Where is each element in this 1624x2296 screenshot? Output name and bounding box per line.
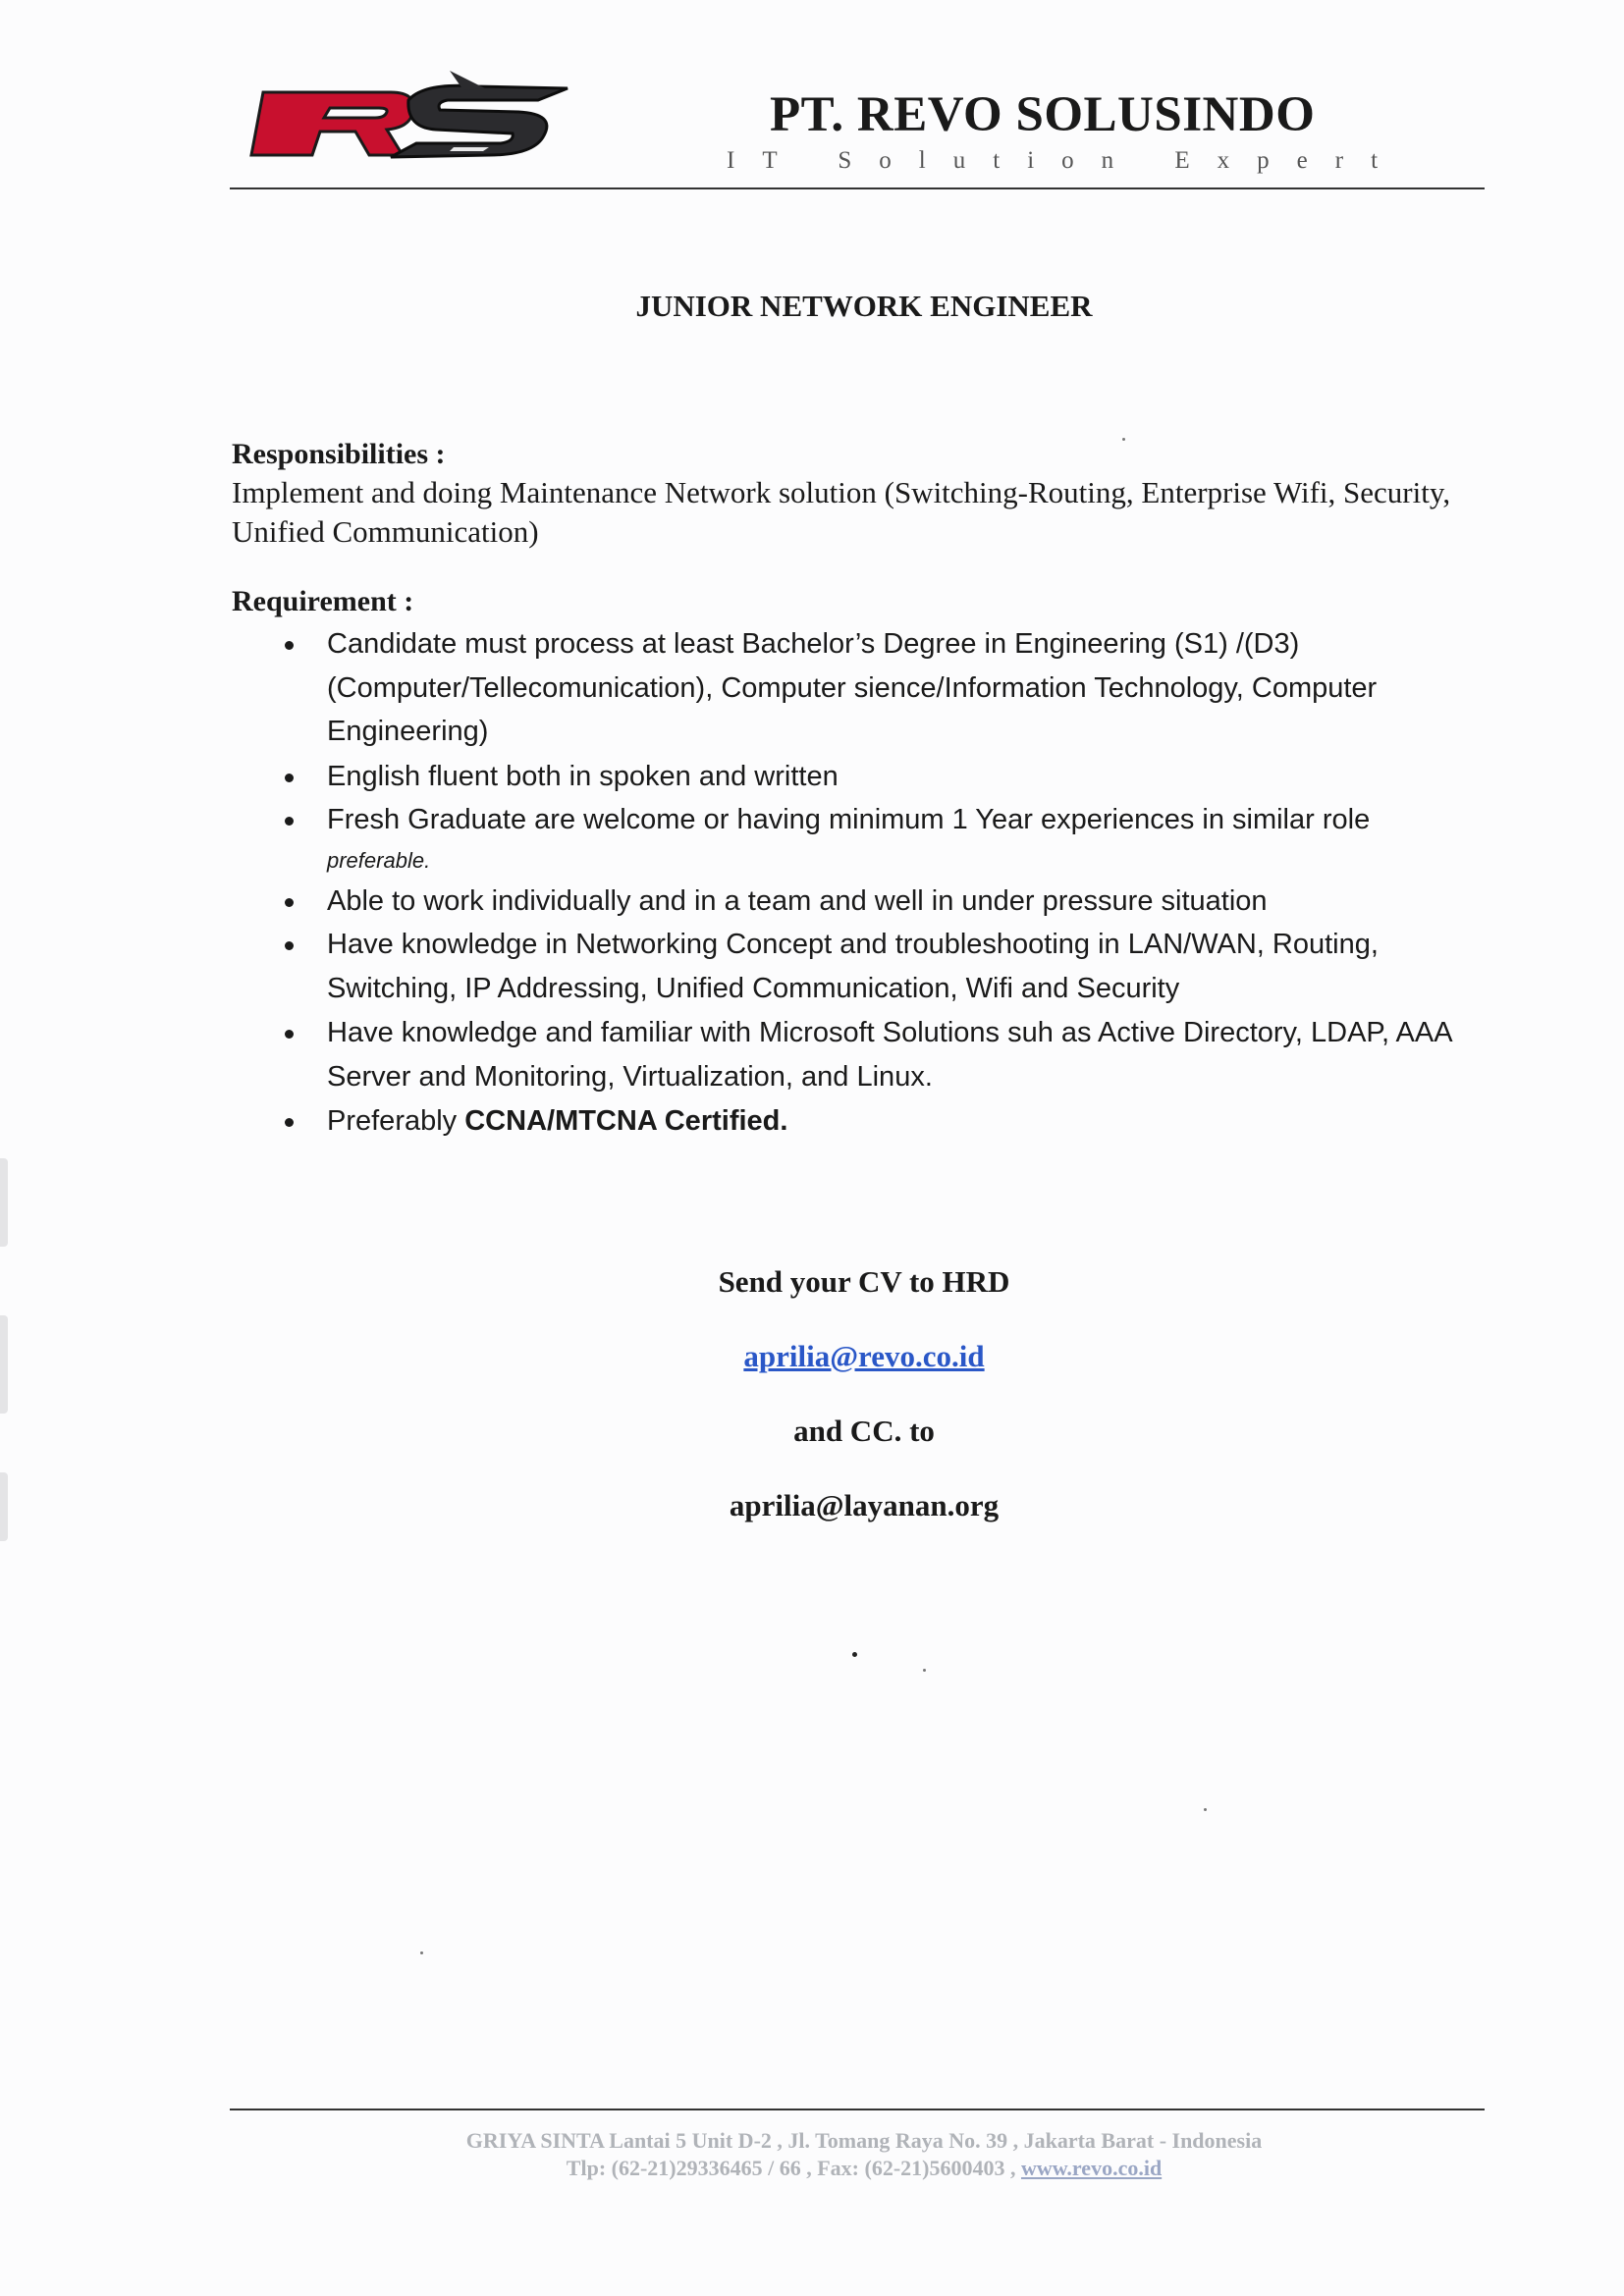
scan-edge-shadow [0, 1315, 8, 1414]
job-title: JUNIOR NETWORK ENGINEER [635, 289, 1093, 323]
list-item [279, 755, 1487, 799]
scan-speck [923, 1669, 926, 1672]
footer-address: GRIYA SINTA Lantai 5 Unit D-2 , Jl. Tomang Raya No. 39 , Jakarta Barat - Indonesia [465, 2128, 1263, 2153]
list-item [279, 798, 1487, 880]
list-item-text: Candidate must process at least Bachelor’s Degree in Engineering (S1) /(D3) (Computer/Tellecomunication), Computer sience/Information Technology, Computer Engineering) [327, 628, 1378, 747]
list-item-text: Have knowledge and familiar with Microsoft Solutions suh as Active Directory, LDAP, AAA Server and Monitoring, Virtualization, and Linux. [327, 1017, 1451, 1093]
list-item-text: Have knowledge in Networking Concept and troubleshooting in LAN/WAN, Routing, Switching, IP Addressing, Unified Communication, Wifi and Security [327, 929, 1379, 1004]
list-item-text: Fresh Graduate are welcome or having minimum 1 Year experiences in similar role [327, 804, 1371, 835]
certification-text: CCNA/MTCNA Certified. [464, 1105, 788, 1137]
list-item-note: preferable. [327, 847, 431, 873]
scan-speck [1122, 438, 1125, 441]
send-cv-label: Send your CV to HRD [718, 1264, 1010, 1299]
footer-divider [230, 2109, 1485, 2110]
requirement-heading: Requirement : [232, 585, 414, 617]
list-item-text: Able to work individually and in a team and well in under pressure situation [327, 884, 1268, 917]
list-item [279, 923, 1487, 1010]
scan-speck [420, 1951, 423, 1954]
list-item [279, 1011, 1487, 1098]
responsibilities-text: Implement and doing Maintenance Network solution (Switching-Routing, Enterprise Wifi, Security, Unified Communication) [232, 475, 1451, 549]
cc-email: aprilia@layanan.org [729, 1488, 1000, 1522]
list-item [279, 1099, 1487, 1144]
primary-email-link[interactable]: aprilia@revo.co.id [743, 1339, 985, 1373]
bullet-icon [285, 941, 294, 950]
cc-label: and CC. to [793, 1414, 935, 1448]
scan-edge-shadow [0, 1158, 8, 1247]
list-item-text: Preferably [327, 1105, 465, 1137]
company-logo [244, 65, 577, 173]
bullet-icon [285, 817, 294, 826]
scan-edge-shadow [0, 1472, 8, 1541]
bullet-icon [285, 898, 294, 907]
requirement-list [279, 622, 1487, 1144]
list-item-text: English fluent both in spoken and written [327, 760, 839, 792]
list-item [279, 880, 1487, 924]
footer-contact [0, 2156, 1624, 2181]
list-item [279, 622, 1487, 754]
bullet-icon [285, 641, 294, 650]
bullet-icon [285, 1118, 294, 1127]
bullet-icon [285, 1030, 294, 1039]
bullet-icon [285, 774, 294, 782]
footer-phone-fax: Tlp: (62-21)29336465 / 66 , Fax: (62-21)5600403 , [566, 2156, 1021, 2180]
company-name: PT. REVO SOLUSINDO [770, 87, 1316, 142]
header-divider [230, 187, 1485, 189]
scan-speck [852, 1652, 857, 1657]
company-tagline: IT Solution Expert [727, 147, 1406, 174]
responsibilities-heading: Responsibilities : [232, 438, 446, 470]
scan-speck [1204, 1808, 1207, 1811]
footer-website-link[interactable]: www.revo.co.id [1020, 2156, 1163, 2180]
